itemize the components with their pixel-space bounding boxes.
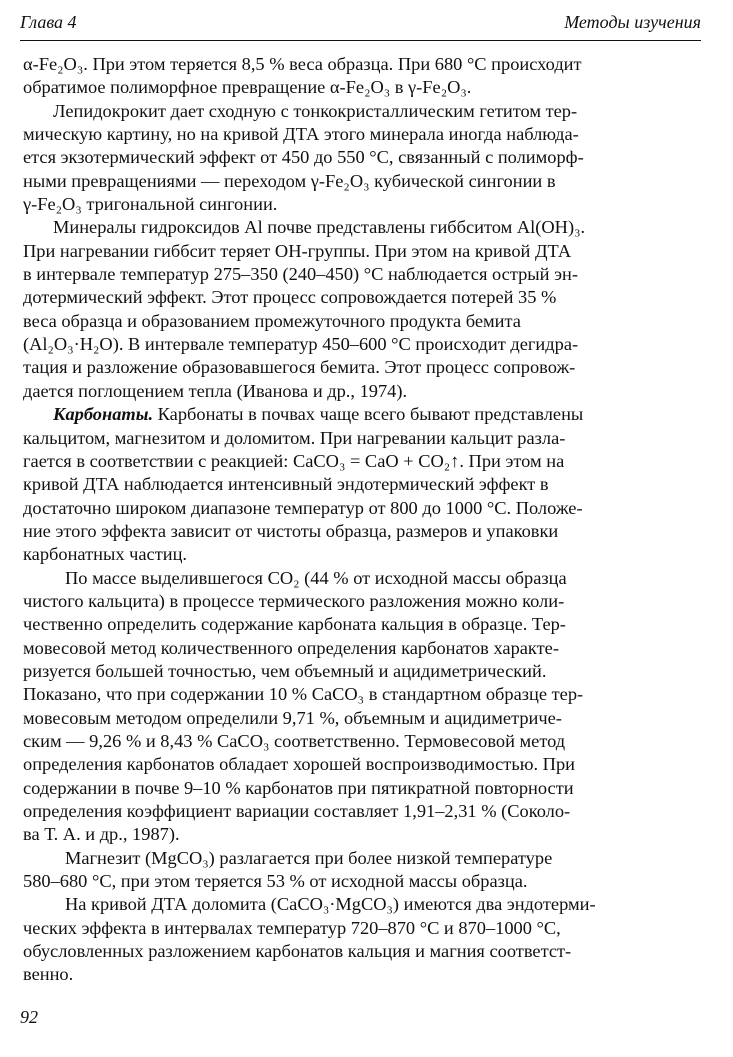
text-line: определения карбонатов обладает хорошей воспроизводимостью. При: [23, 754, 575, 775]
text-line: чественно определить содержание карбоната кальция в образце. Тер-: [23, 614, 566, 635]
text-line: мовесовым методом определили 9,71 %, объемным и ацидиметриче-: [23, 707, 562, 728]
text-line: мическую картину, но на кривой ДТА этого минерала иногда наблюда-: [23, 124, 579, 145]
text-line: кальцитом, магнезитом и доломитом. При нагревании кальцит разла-: [23, 427, 566, 448]
text-line: карбонатных частиц.: [23, 544, 188, 565]
paragraph-carbonates: [23, 403, 689, 566]
text-line: в интервале температур 275–350 (240–450) °С наблюдается острый эн-: [23, 264, 578, 285]
text-line: Минералы гидроксидов Al почве представлены гиббситом Al(OH)₃.: [53, 217, 586, 238]
text-line: γ-Fe₂O₃ тригональной сингонии.: [23, 194, 278, 215]
text-line: 580–680 °С, при этом теряется 53 % от исходной массы образца.: [23, 871, 528, 892]
text-line: тация и разложение образовавшегося бемита. Этот процесс сопровож-: [23, 357, 576, 378]
text-line: Показано, что при содержании 10 % CaCO₃ в стандартном образце тер-: [23, 684, 584, 705]
text-line: определения коэффициент вариации составляет 1,91–2,31 % (Соколо-: [23, 801, 571, 821]
text-line: кривой ДТА наблюдается интенсивный эндотермический эффект в: [23, 474, 549, 495]
paragraph-3: [23, 216, 689, 403]
paragraph-5: [23, 567, 689, 847]
text-line: Магнезит (MgCO₃) разлагается при более низкой температуре: [65, 847, 553, 868]
text-line: дается поглощением тепла (Иванова и др., 1974).: [23, 380, 408, 401]
text-line: достаточно широком диапазоне температур от 800 до 1000 °С. Положе-: [23, 497, 583, 518]
section-title: Методы изучения: [564, 12, 701, 32]
text-line: венно.: [23, 964, 74, 985]
running-header: [20, 10, 701, 34]
body-text: [23, 53, 689, 987]
text-line: ским — 9,26 % и 8,43 % CaCO₃ соответственно. Термовесовой метод: [23, 730, 566, 751]
text-line: ется экзотермический эффект от 450 до 550 °С, связанный с полиморф-: [23, 147, 584, 168]
carbonates-heading: Карбонаты.: [53, 404, 154, 425]
text-line: содержании в почве 9–10 % карбонатов при пятикратной повторности: [23, 777, 574, 798]
text-line: веса образца и образованием промежуточного продукта бемита: [23, 310, 521, 331]
text-line: Карбонаты в почвах чаще всего бывают представлены: [153, 404, 584, 425]
paragraph-7: [23, 893, 689, 986]
text-line: мовесовой метод количественного определения карбонатов характе-: [23, 637, 559, 658]
text-line: ческих эффекта в интервалах температур 720–870 °С и 870–1000 °С,: [23, 917, 561, 938]
text-line: (Al₂O₃·H₂O). В интервале температур 450–600 °С происходит дегидра-: [23, 334, 579, 355]
text-line: ва Т. А. и др., 1987).: [23, 824, 180, 845]
paragraph-6: [23, 847, 689, 894]
text-line: ными превращениями — переходом γ-Fe₂O₃ кубической сингонии в: [23, 170, 556, 191]
text-line: гается в соответствии с реакцией: CaCO₃ = CaO + CO₂↑. При этом на: [23, 450, 565, 471]
text-line: ние этого эффекта зависит от чистоты образца, размеров и упаковки: [23, 520, 559, 541]
text-line: Лепидокрокит дает сходную с тонкокристаллическим гетитом тер-: [53, 100, 578, 121]
header-rule: [20, 40, 701, 41]
page-number: 92: [20, 1007, 38, 1027]
chapter-title: Глава 4: [20, 12, 77, 32]
text-line: чистого кальцита) в процессе термического разложения можно коли-: [23, 590, 565, 611]
text-line: α-Fe₂O₃. При этом теряется 8,5 % веса образца. При 680 °С происходит: [23, 54, 582, 74]
paragraph-2: [23, 100, 689, 217]
text-line: ризуется большей точностью, чем объемный и ацидиметрический.: [23, 660, 547, 681]
paragraph-1: [23, 53, 689, 100]
text-line: На кривой ДТА доломита (CaCO₃·MgCO₃) имеются два эндотерми-: [65, 894, 596, 915]
text-line: При нагревании гиббсит теряет ОН-группы. При этом на кривой ДТА: [23, 240, 572, 261]
text-line: обусловленных разложением карбонатов кальция и магния соответст-: [23, 941, 572, 962]
text-line: дотермический эффект. Этот процесс сопровождается потерей 35 %: [23, 287, 557, 308]
text-line: По массе выделившегося CO₂ (44 % от исходной массы образца: [65, 567, 567, 588]
text-line: обратимое полиморфное превращение α-Fe₂O₃ в γ-Fe₂O₃.: [23, 77, 472, 98]
